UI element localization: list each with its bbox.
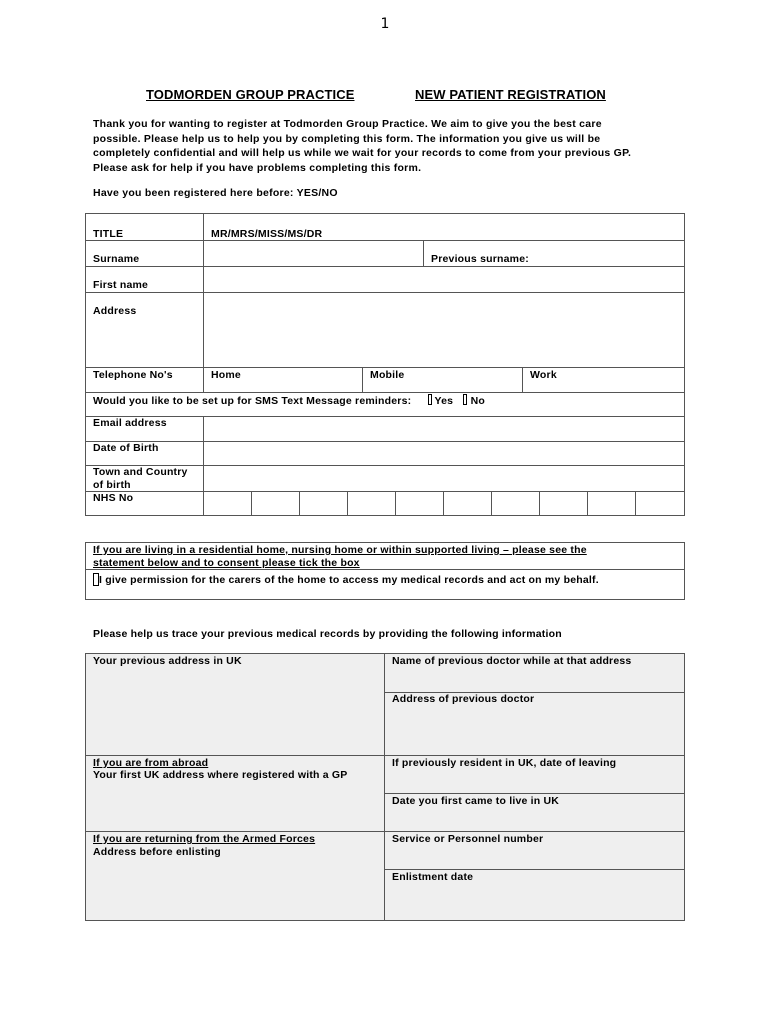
registered-before-question: Have you been registered here before: YES/NO <box>93 187 338 199</box>
dob-field[interactable] <box>204 442 684 464</box>
consent-row <box>93 573 599 587</box>
forces-heading: If you are returning from the Armed Forces <box>93 833 316 845</box>
nhs-digit-divider <box>587 491 588 516</box>
abroad-heading: If you are from abroad <box>93 757 209 769</box>
trace-records-table <box>85 653 685 921</box>
title-label: TITLE <box>93 228 124 240</box>
page-number: 1 <box>380 16 390 32</box>
nhs-digit-divider <box>347 491 348 516</box>
consent-text: I give permission for the carers of the home to access my medical records and act on my behalf. <box>99 574 599 586</box>
mobile-phone-label[interactable]: Mobile <box>370 369 405 381</box>
nhs-digit-divider <box>539 491 540 516</box>
service-number-label[interactable]: Service or Personnel number <box>392 833 544 845</box>
previous-doctor-address-label[interactable]: Address of previous doctor <box>392 693 535 705</box>
sms-no-label: No <box>470 395 485 407</box>
birthplace-label-line2: of birth <box>93 479 131 491</box>
forces-address-label[interactable]: Address before enlisting <box>93 846 221 858</box>
enlistment-date-label[interactable]: Enlistment date <box>392 871 474 883</box>
email-field[interactable] <box>204 417 684 440</box>
date-first-came-label[interactable]: Date you first came to live in UK <box>392 795 560 807</box>
dob-label: Date of Birth <box>93 442 159 454</box>
row-divider <box>85 392 685 393</box>
intro-line: Thank you for wanting to register at Todmorden Group Practice. We aim to give you the best care <box>93 118 602 130</box>
address-field[interactable] <box>204 293 684 366</box>
title-options[interactable]: MR/MRS/MISS/MS/DR <box>211 228 323 240</box>
sms-row <box>93 394 485 408</box>
surname-label: Surname <box>93 253 140 265</box>
previous-doctor-name-label[interactable]: Name of previous doctor while at that address <box>392 655 632 667</box>
nhs-digit-divider <box>251 491 252 516</box>
abroad-address-label[interactable]: Your first UK address where registered with a GP <box>93 769 348 781</box>
email-label: Email address <box>93 417 167 429</box>
sms-no-checkbox[interactable] <box>463 394 467 405</box>
telephone-label: Telephone No's <box>93 369 173 381</box>
row-divider <box>85 831 685 832</box>
residential-line2: statement below and to consent please tick the box <box>93 557 360 569</box>
nhs-digit-divider <box>443 491 444 516</box>
sms-yes-label: Yes <box>434 395 454 407</box>
nhs-digit-divider <box>491 491 492 516</box>
first-name-field[interactable] <box>204 267 684 291</box>
row-divider <box>85 755 685 756</box>
nhs-digit-divider <box>635 491 636 516</box>
intro-line: possible. Please help us to help you by completing this form. The information you give us will be <box>93 132 601 145</box>
column-divider <box>423 240 424 266</box>
column-divider <box>384 653 385 921</box>
column-divider <box>522 367 523 392</box>
surname-field[interactable] <box>204 241 422 265</box>
nhs-number-label: NHS No <box>93 492 134 504</box>
nhs-digit-divider <box>299 491 300 516</box>
residential-line1: If you are living in a residential home, nursing home or within supported living – please see the <box>93 544 587 556</box>
first-name-label: First name <box>93 279 149 291</box>
form-title: NEW PATIENT REGISTRATION <box>415 87 606 102</box>
row-divider <box>384 793 685 794</box>
sms-yes-checkbox[interactable] <box>428 394 432 405</box>
intro-line: Please ask for help if you have problems completing this form. <box>93 161 422 174</box>
row-divider <box>384 869 685 870</box>
date-leaving-label[interactable]: If previously resident in UK, date of leaving <box>392 757 617 769</box>
practice-name: TODMORDEN GROUP PRACTICE <box>146 87 355 102</box>
previous-uk-address-label[interactable]: Your previous address in UK <box>93 655 242 667</box>
address-label: Address <box>93 305 137 317</box>
birthplace-label-line1: Town and Country <box>93 466 188 478</box>
previous-surname-label[interactable]: Previous surname: <box>431 253 529 265</box>
trace-intro: Please help us trace your previous medical records by providing the following information <box>93 628 562 640</box>
work-phone-label[interactable]: Work <box>530 369 557 381</box>
intro-line: completely confidential and will help us while we wait for your records to come from your previous GP. <box>93 147 632 160</box>
row-divider <box>85 367 685 368</box>
birthplace-field[interactable] <box>204 466 684 490</box>
nhs-digit-divider <box>395 491 396 516</box>
intro-paragraph <box>93 117 693 175</box>
home-phone-label[interactable]: Home <box>211 369 241 381</box>
sms-question: Would you like to be set up for SMS Text Message reminders: <box>93 395 412 407</box>
column-divider <box>362 367 363 392</box>
row-divider <box>85 491 685 492</box>
